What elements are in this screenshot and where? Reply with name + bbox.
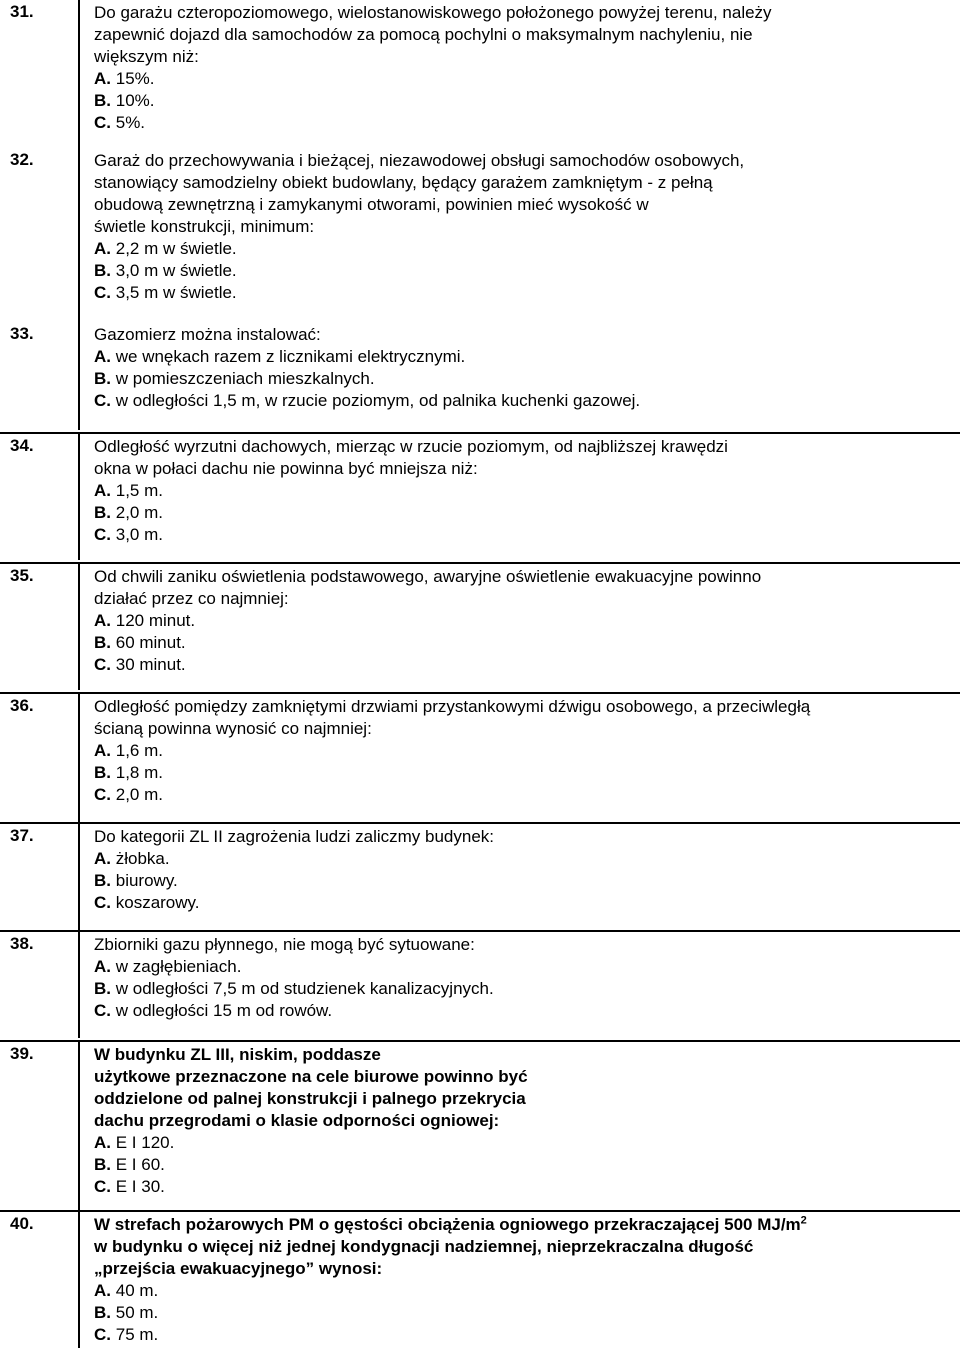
answer-option-b: B. 1,8 m.: [94, 763, 163, 782]
answer-option-b: B. 3,0 m w świetle.: [94, 261, 237, 280]
column-divider: [78, 148, 80, 322]
question-body: [94, 324, 952, 412]
answer-option-a: A. żłobka.: [94, 849, 170, 868]
question-number: 40.: [10, 1214, 34, 1233]
question-35: [0, 562, 960, 690]
answer-option-a: A. 120 minut.: [94, 611, 196, 630]
question-stem-line: obudową zewnętrzną i zamykanymi otworami, powinien mieć wysokość w: [94, 195, 649, 214]
question-33: [0, 322, 960, 430]
question-number: 36.: [10, 696, 34, 715]
question-body: [94, 150, 952, 304]
question-36: [0, 692, 960, 822]
answer-option-a: A. E I 120.: [94, 1133, 175, 1152]
question-body: [94, 566, 952, 676]
answer-option-c: C. koszarowy.: [94, 893, 200, 912]
answer-option-a: A. 1,5 m.: [94, 481, 163, 500]
question-32: [0, 148, 960, 322]
answer-option-a: A. 2,2 m w świetle.: [94, 239, 237, 258]
answer-option-c: C. 5%.: [94, 113, 146, 132]
answer-option-c: C. 3,0 m.: [94, 525, 163, 544]
column-divider: [78, 694, 80, 822]
question-37: [0, 822, 960, 930]
question-stem-line: W strefach pożarowych PM o gęstości obciążenia ogniowego przekraczającej 500 $MJ/m^2$: [94, 1214, 807, 1234]
question-stem-line: dachu przegrodami o klasie odporności ogniowej:: [94, 1111, 500, 1130]
question-body: [94, 826, 952, 914]
column-divider: [78, 0, 80, 148]
question-stem-line: Odległość wyrzutni dachowych, mierząc w rzucie poziomym, od najbliższej krawędzi: [94, 437, 728, 456]
column-divider: [78, 1042, 80, 1210]
answer-option-c: C. 75 m.: [94, 1325, 159, 1344]
question-number: 31.: [10, 2, 34, 21]
question-number: 33.: [10, 324, 34, 343]
question-31: [0, 0, 960, 148]
answer-option-a: A. 40 m.: [94, 1281, 159, 1300]
question-stem-line: działać przez co najmniej:: [94, 589, 289, 608]
question-number: 37.: [10, 826, 34, 845]
question-stem-line: „przejścia ewakuacyjnego” wynosi:: [94, 1259, 383, 1278]
column-divider: [78, 824, 80, 930]
question-number: 39.: [10, 1044, 34, 1063]
superscript: 2: [800, 1214, 807, 1227]
answer-option-a: A. w zagłębieniach.: [94, 957, 242, 976]
question-stem-line: zapewnić dojazd dla samochodów za pomocą pochylni o maksymalnym nachyleniu, nie: [94, 25, 753, 44]
column-divider: [78, 564, 80, 690]
answer-option-b: B. biurowy.: [94, 871, 178, 890]
column-divider: [78, 434, 80, 560]
question-stem-line: Zbiorniki gazu płynnego, nie mogą być sytuowane:: [94, 935, 475, 954]
question-stem-line: Garaż do przechowywania i bieżącej, niezawodowej obsługi samochodów osobowych,: [94, 151, 745, 170]
question-number: 32.: [10, 150, 34, 169]
question-number: 34.: [10, 436, 34, 455]
question-stem-line: świetle konstrukcji, minimum:: [94, 217, 315, 236]
answer-option-c: C. 3,5 m w świetle.: [94, 283, 237, 302]
answer-option-a: A. we wnękach razem z licznikami elektrycznymi.: [94, 347, 466, 366]
answer-option-b: B. E I 60.: [94, 1155, 165, 1174]
answer-option-a: A. 15%.: [94, 69, 155, 88]
answer-option-c: C. 30 minut.: [94, 655, 186, 674]
question-body: [94, 1214, 952, 1346]
question-stem-line: Odległość pomiędzy zamkniętymi drzwiami przystankowymi dźwigu osobowego, a przeciwległą: [94, 697, 811, 716]
answer-option-b: B. 2,0 m.: [94, 503, 163, 522]
question-stem-line: w budynku o więcej niż jednej kondygnacji nadziemnej, nieprzekraczalna długość: [94, 1237, 754, 1256]
answer-option-c: C. E I 30.: [94, 1177, 165, 1196]
answer-option-b: B. w pomieszczeniach mieszkalnych.: [94, 369, 375, 388]
question-38: [0, 930, 960, 1038]
question-body: [94, 2, 952, 134]
column-divider: [78, 322, 80, 430]
question-body: [94, 934, 952, 1022]
answer-option-c: C. w odległości 1,5 m, w rzucie poziomym, od palnika kuchenki gazowej.: [94, 391, 641, 410]
question-stem-line: Do garażu czteropoziomowego, wielostanowiskowego położonego powyżej terenu, należy: [94, 3, 772, 22]
answer-option-b: B. w odległości 7,5 m od studzienek kanalizacyjnych.: [94, 979, 494, 998]
question-body: [94, 436, 952, 546]
question-body: [94, 696, 952, 806]
question-stem-line: okna w połaci dachu nie powinna być mniejsza niż:: [94, 459, 478, 478]
question-stem-line: Gazomierz można instalować:: [94, 325, 321, 344]
question-stem-line: stanowiący samodzielny obiekt budowlany, będący garażem zamkniętym - z pełną: [94, 173, 713, 192]
question-40: [0, 1210, 960, 1348]
question-stem-line: oddzielone od palnej konstrukcji i palnego przekrycia: [94, 1089, 526, 1108]
question-34: [0, 432, 960, 560]
question-stem-line: użytkowe przeznaczone na cele biurowe powinno być: [94, 1067, 528, 1086]
question-39: [0, 1040, 960, 1210]
column-divider: [78, 932, 80, 1038]
question-stem-line: W budynku ZL III, niskim, poddasze: [94, 1045, 381, 1064]
column-divider: [78, 1212, 80, 1348]
question-stem-line: większym niż:: [94, 47, 199, 66]
question-number: 35.: [10, 566, 34, 585]
answer-option-b: B. 10%.: [94, 91, 155, 110]
question-body: [94, 1044, 952, 1198]
question-stem-line: ścianą powinna wynosić co najmniej:: [94, 719, 372, 738]
answer-option-b: B. 60 minut.: [94, 633, 186, 652]
question-number: 38.: [10, 934, 34, 953]
answer-option-c: C. w odległości 15 m od rowów.: [94, 1001, 333, 1020]
answer-option-a: A. 1,6 m.: [94, 741, 163, 760]
answer-option-c: C. 2,0 m.: [94, 785, 163, 804]
question-stem-line: Od chwili zaniku oświetlenia podstawowego, awaryjne oświetlenie ewakuacyjne powinno: [94, 567, 762, 586]
answer-option-b: B. 50 m.: [94, 1303, 159, 1322]
question-stem-line: Do kategorii ZL II zagrożenia ludzi zaliczmy budynek:: [94, 827, 494, 846]
